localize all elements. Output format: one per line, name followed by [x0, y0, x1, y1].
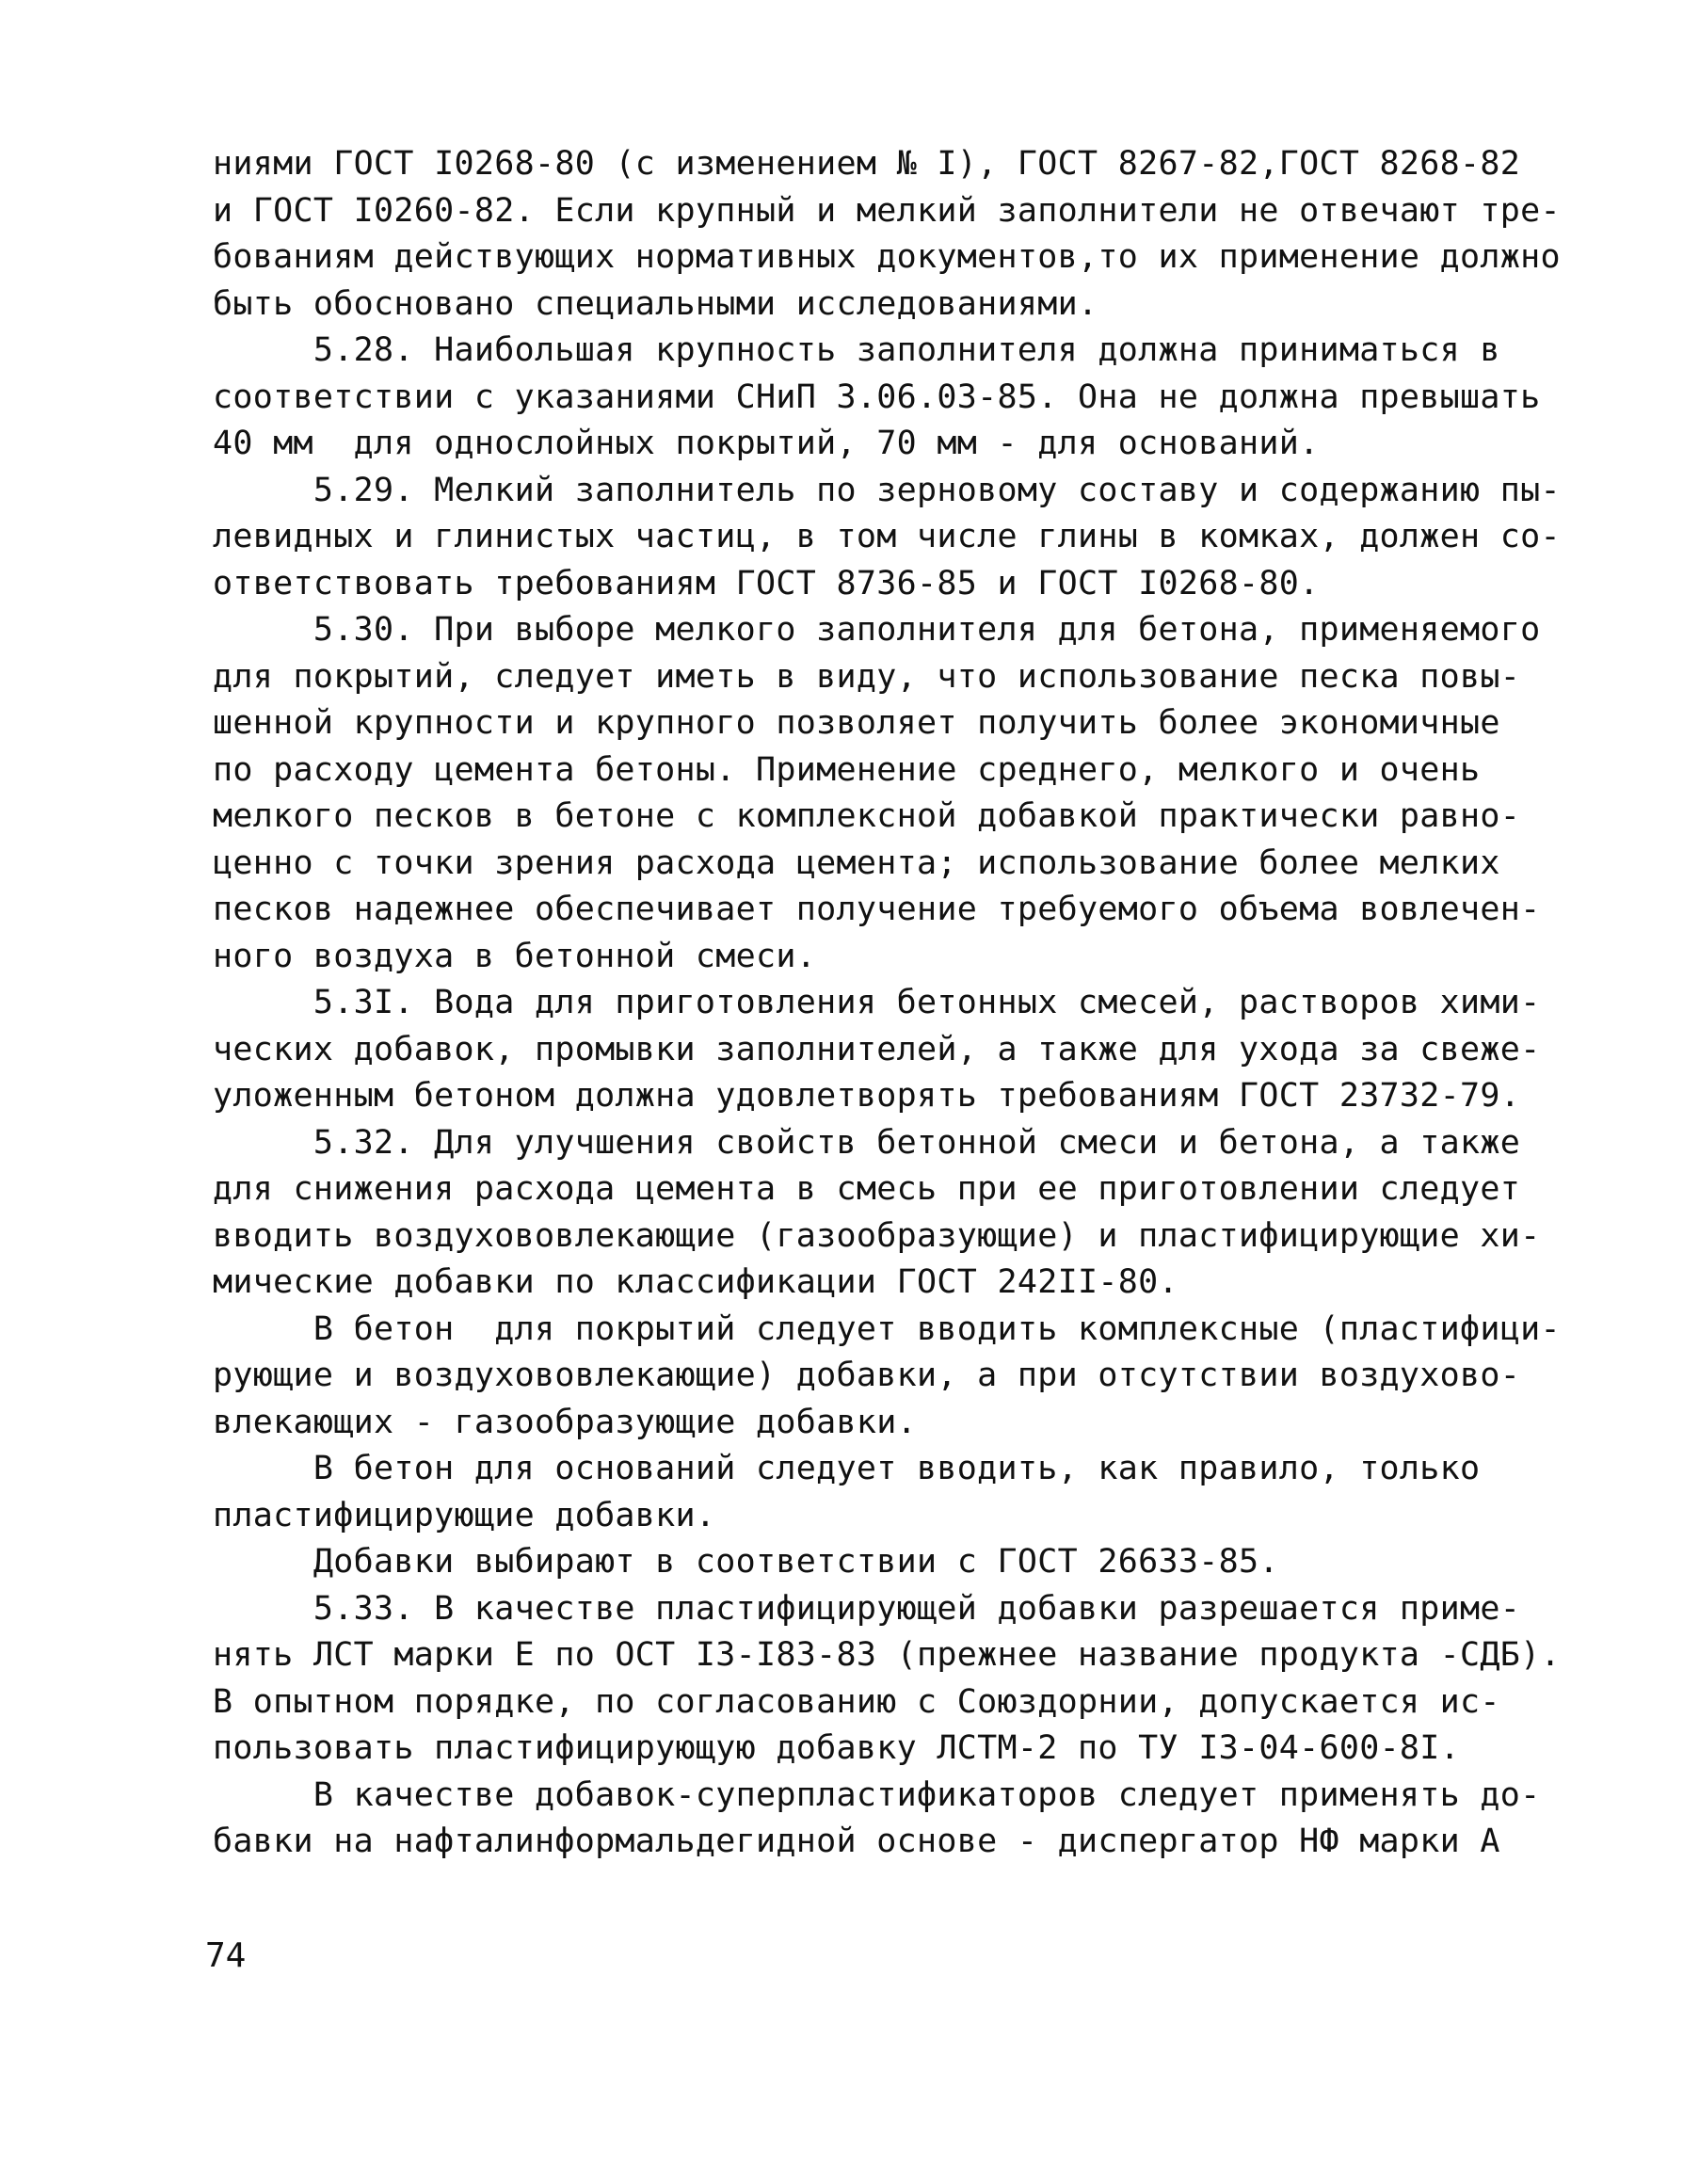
text-line: для снижения расхода цемента в смесь при ее приготовлении следует [213, 1170, 1521, 1208]
text-line: влекающих - газообразующие добавки. [213, 1403, 918, 1441]
text-line: соответствии с указаниями СНиП 3.06.03-85. Она не должна превышать [213, 377, 1541, 416]
text-line: 5.29. Мелкий заполнитель по зерновому составу и содержанию пы- [213, 471, 1561, 509]
text-line: 40 мм для однослойных покрытий, 70 мм - для оснований. [213, 425, 1320, 462]
text-line: В опытном порядке, по согласованию с Союздорнии, допускается ис- [213, 1682, 1500, 1721]
text-line: и ГОСТ I0260-82. Если крупный и мелкий заполнители не отвечают тре- [213, 191, 1561, 230]
text-line: 5.28. Наибольшая крупность заполнителя должна приниматься в [213, 331, 1500, 369]
text-line: ответствовать требованиям ГОСТ 8736-85 и ГОСТ I0268-80. [213, 564, 1320, 602]
text-line: В бетон для покрытий следует вводить комплексные (пластифици- [213, 1309, 1561, 1348]
text-line: пользовать пластифицирующую добавку ЛСТМ-2 по ТУ I3-04-600-8I. [213, 1729, 1461, 1767]
text-line: 5.3I. Вода для приготовления бетонных смесей, растворов хими- [213, 984, 1541, 1021]
text-line: песков надежнее обеспечивает получение требуемого объема вовлечен- [213, 891, 1541, 928]
text-line: шенной крупности и крупного позволяет получить более экономичные [213, 704, 1500, 742]
text-line: вводить воздухововлекающие (газообразующие) и пластифицирующие хи- [213, 1216, 1541, 1255]
text-line: ного воздуха в бетонной смеси. [213, 937, 817, 975]
text-line: Добавки выбирают в соответствии с ГОСТ 26633-85. [213, 1543, 1279, 1581]
text-line: бованиям действующих нормативных документов,то их применение должно [213, 238, 1561, 276]
text-line: 5.32. Для улучшения свойств бетонной смеси и бетона, а также [213, 1123, 1521, 1162]
text-line: мелкого песков в бетоне с комплексной добавкой практически равно- [213, 797, 1521, 835]
text-line: В бетон для оснований следует вводить, как правило, только [213, 1450, 1481, 1487]
text-line: по расходу цемента бетоны. Применение среднего, мелкого и очень [213, 750, 1481, 789]
text-line: ценно с точки зрения расхода цемента; использование более мелких [213, 843, 1500, 882]
text-line: быть обосновано специальными исследованиями. [213, 284, 1098, 323]
text-line: левидных и глинистых частиц, в том числе глины в комках, должен со- [213, 518, 1561, 555]
text-line: 5.30. При выборе мелкого заполнителя для бетона, применяемого [213, 611, 1541, 649]
text-line: уложенным бетоном должна удовлетворять требованиям ГОСТ 23732-79. [213, 1077, 1521, 1115]
text-line: В качестве добавок-суперпластификаторов следует применять до- [213, 1775, 1541, 1814]
text-line: 5.33. В качестве пластифицирующей добавки разрешается приме- [213, 1589, 1521, 1628]
text-line: рующие и воздухововлекающие) добавки, а при отсутствии воздухово- [213, 1357, 1521, 1394]
text-line: пластифицирующие добавки. [213, 1496, 716, 1534]
page-number: 74 [205, 1936, 247, 1975]
text-line: ческих добавок, промывки заполнителей, а также для ухода за свеже- [213, 1030, 1541, 1068]
text-line: мические добавки по классификации ГОСТ 242II-80. [213, 1263, 1178, 1301]
body-text [213, 141, 1561, 1866]
text-line: для покрытий, следует иметь в виду, что использование песка повы- [213, 657, 1521, 696]
text-line: нять ЛСТ марки Е по ОСТ I3-I83-83 (прежнее название продукта -СДБ). [213, 1636, 1561, 1674]
text-line: ниями ГОСТ I0268-80 (с изменением № I), ГОСТ 8267-82,ГОСТ 8268-82 [213, 145, 1521, 183]
text-line: бавки на нафталинформальдегидной основе - диспергатор НФ марки А [213, 1823, 1500, 1860]
